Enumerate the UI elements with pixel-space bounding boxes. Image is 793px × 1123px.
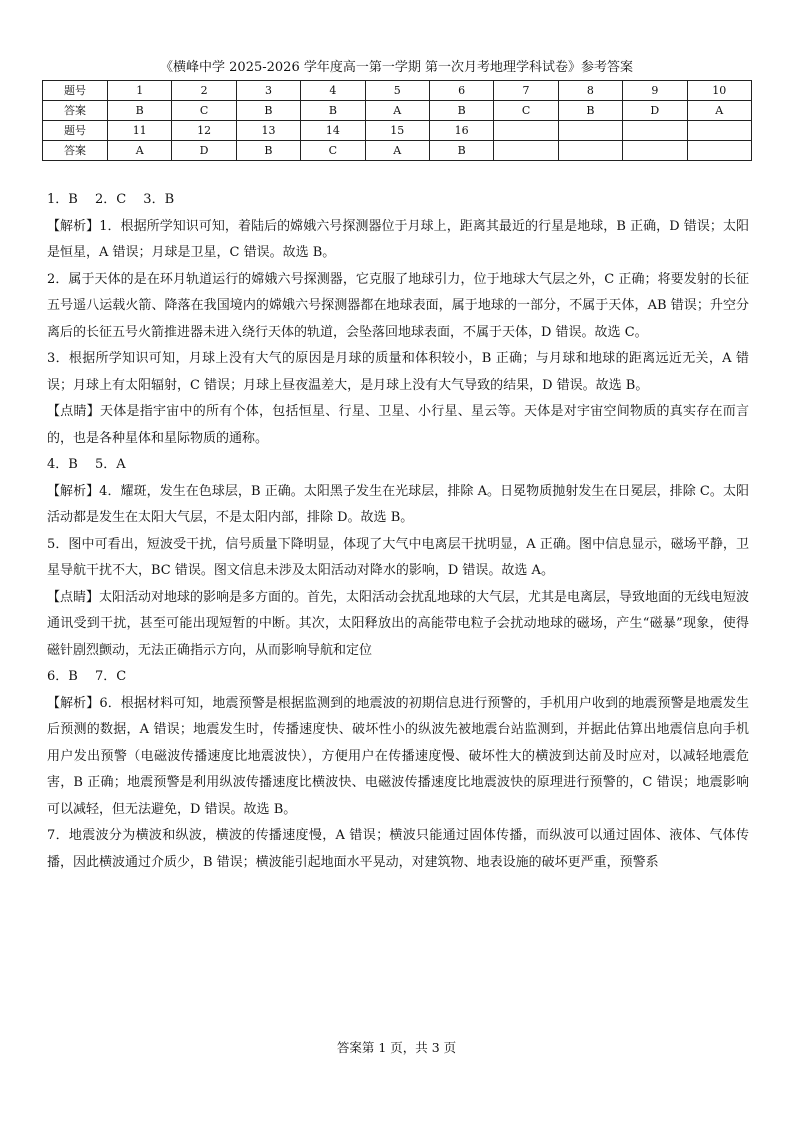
answer-paragraph: 6．B 7．C [47, 669, 127, 684]
table-cell: 3 [236, 81, 300, 101]
answer-paragraph: 4．B 5．A [47, 457, 126, 472]
table-cell: 14 [301, 121, 365, 141]
answer-paragraph: 【解析】1．根据所学知识可知，着陆后的嫦娥六号探测器位于月球上，距离其最近的行星是地球，B 正确，D 错误；太阳是恒星，A 错误；月球是卫星，C 错误。故选 B。 [47, 218, 749, 260]
answer-paragraph: 7．地震波分为横波和纵波，横波的传播速度慢，A 错误；横波只能通过固体传播，而纵波可以通过固体、液体、气体传播，因此横波通过介质少，B 错误；横波能引起地面水平晃动，对建筑物、地表设施的破坏更严重，预警系 [47, 828, 749, 870]
table-row-header: 题号 [43, 81, 108, 101]
table-cell: B [301, 101, 365, 121]
table-cell [558, 121, 622, 141]
table-cell: 11 [108, 121, 172, 141]
table-cell [494, 121, 558, 141]
table-cell: 10 [687, 81, 751, 101]
table-row [43, 121, 752, 141]
table-cell: 2 [172, 81, 236, 101]
table-row-header: 题号 [43, 121, 108, 141]
table-cell: B [429, 101, 493, 121]
table-row [43, 101, 752, 121]
document-title: 《横峰中学 2025-2026 学年度高一第一学期 第一次月考地理学科试卷》参考答案 [160, 60, 633, 75]
table-cell: C [301, 141, 365, 161]
table-cell: 4 [301, 81, 365, 101]
table-cell [623, 141, 687, 161]
answer-explanations [47, 187, 749, 876]
table-row-header: 答案 [43, 141, 108, 161]
answer-paragraph: 3．根据所学知识可知，月球上没有大气的原因是月球的质量和体积较小，B 正确；与月球和地球的距离远近无关，A 错误；月球上有太阳辐射，C 错误；月球上昼夜温差大，是月球上没有大气导致的结果，D 错误。故选 B。 [47, 351, 749, 393]
table-cell: 13 [236, 121, 300, 141]
answer-paragraph: 【解析】6．根据材料可知，地震预警是根据监测到的地震波的初期信息进行预警的，手机用户收到的地震预警是地震发生后预测的数据，A 错误；地震发生时，传播速度快、破坏性小的纵波先被地震台站监测到，并据此估算出地震信息向手机用户发出预警（电磁波传播速度比地震波快），方便用户在传播速度慢、破坏性大的横波到达前及时应对，以减轻地震危害，B 正确；地震预警是利用纵波传播速度比横波快、电磁波传播速度比地震波快的原理进行预警的，C 错误；地震影响可以减轻，但无法避免，D 错误。故选 B。 [47, 695, 749, 817]
table-cell: A [108, 141, 172, 161]
answer-paragraph: 2．属于天体的是在环月轨道运行的嫦娥六号探测器，它克服了地球引力，位于地球大气层之外，C 正确；将要发射的长征五号遥八运载火箭、降落在我国境内的嫦娥六号探测器都在地球表面，属于地球的一部分，不属于天体，AB 错误；升空分离后的长征五号火箭推进器未进入绕行天体的轨道，会坠落回地球表面，不属于天体，D 错误。故选 C。 [47, 271, 749, 340]
table-cell: D [172, 141, 236, 161]
table-row-header: 答案 [43, 101, 108, 121]
table-cell: 1 [108, 81, 172, 101]
table-cell [687, 141, 751, 161]
table-cell: D [623, 101, 687, 121]
answer-table [42, 80, 752, 161]
table-cell: B [429, 141, 493, 161]
table-cell: B [558, 101, 622, 121]
answer-paragraph: 5．图中可看出，短波受干扰，信号质量下降明显，体现了大气中电离层干扰明显，A 正确。图中信息显示，磁场平静，卫星导航干扰不大，BC 错误。图文信息未涉及太阳活动对降水的影响，D 错误。故选 A。 [47, 536, 749, 578]
table-row [43, 141, 752, 161]
table-cell [687, 121, 751, 141]
table-cell: A [687, 101, 751, 121]
table-cell [494, 141, 558, 161]
answer-paragraph: 【点睛】太阳活动对地球的影响是多方面的。首先，太阳活动会扰乱地球的大气层，尤其是电离层，导致地面的无线电短波通讯受到干扰，甚至可能出现短暂的中断。其次，太阳释放出的高能带电粒子会扰动地球的磁场，产生“磁暴”现象，使得磁针剧烈颤动，无法正确指示方向，从而影响导航和定位 [47, 589, 750, 658]
table-row [43, 81, 752, 101]
table-cell: B [236, 141, 300, 161]
table-cell: 12 [172, 121, 236, 141]
table-cell: C [172, 101, 236, 121]
answer-paragraph: 【点睛】天体是指宇宙中的所有个体，包括恒星、行星、卫星、小行星、星云等。天体是对宇宙空间物质的真实存在而言的，也是各种星体和星际物质的通称。 [47, 404, 749, 446]
answer-paragraph: 【解析】4．耀斑，发生在色球层，B 正确。太阳黑子发生在光球层，排除 A。日冕物质抛射发生在日冕层，排除 C。太阳活动都是发生在太阳大气层，不是太阳内部，排除 D。故选 B。 [47, 483, 749, 525]
table-cell [623, 121, 687, 141]
page-footer: 答案第 1 页，共 3 页 [336, 1040, 457, 1055]
table-cell: B [236, 101, 300, 121]
table-cell: C [494, 101, 558, 121]
table-cell: 9 [623, 81, 687, 101]
table-cell: 6 [429, 81, 493, 101]
table-cell: 7 [494, 81, 558, 101]
table-cell: 5 [365, 81, 429, 101]
table-cell: 15 [365, 121, 429, 141]
table-cell: A [365, 101, 429, 121]
table-cell: 16 [429, 121, 493, 141]
answer-paragraph: 1．B 2．C 3．B [47, 192, 175, 207]
table-cell [558, 141, 622, 161]
table-cell: A [365, 141, 429, 161]
table-cell: 8 [558, 81, 622, 101]
table-cell: B [108, 101, 172, 121]
